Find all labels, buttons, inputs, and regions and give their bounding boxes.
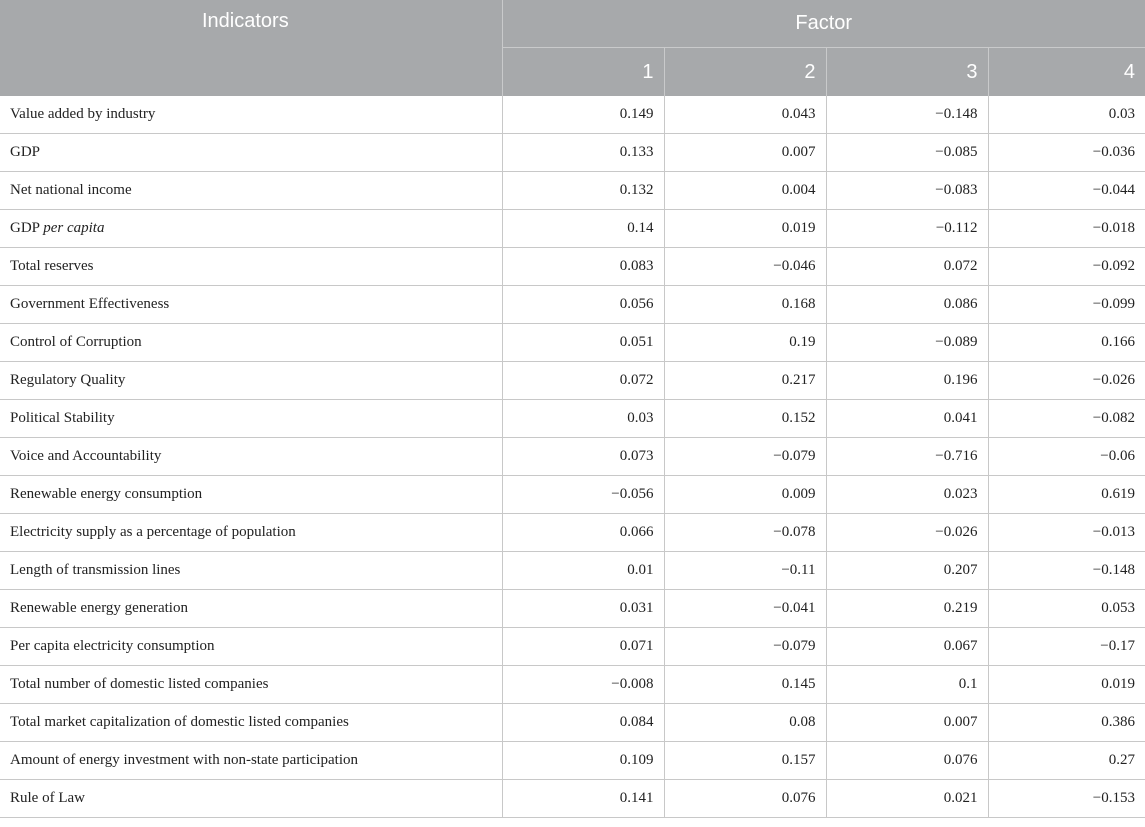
table-row <box>0 96 1145 134</box>
table-row <box>0 780 1145 818</box>
indicator-name: Government Effectiveness <box>10 296 170 312</box>
factor-2-value: 0.217 <box>664 362 826 400</box>
indicator-label <box>0 324 502 362</box>
factor-1-value: 0.149 <box>502 96 664 134</box>
table-body <box>0 96 1145 818</box>
factor-1-value: 0.051 <box>502 324 664 362</box>
factor-1-value: 0.14 <box>502 210 664 248</box>
factor-3-header: 3 <box>826 48 988 97</box>
factor-3-value: −0.083 <box>826 172 988 210</box>
factor-4-value: 0.619 <box>988 476 1145 514</box>
indicator-label <box>0 438 502 476</box>
factor-1-value: 0.031 <box>502 590 664 628</box>
factor-1-header: 1 <box>502 48 664 97</box>
indicator-label <box>0 400 502 438</box>
factor-1-value: 0.133 <box>502 134 664 172</box>
indicator-name: Electricity supply as a percentage of population <box>10 524 296 540</box>
factor-3-value: −0.148 <box>826 96 988 134</box>
factor-2-value: −0.079 <box>664 628 826 666</box>
factor-4-value: −0.17 <box>988 628 1145 666</box>
factor-3-value: 0.1 <box>826 666 988 704</box>
factor-1-value: 0.01 <box>502 552 664 590</box>
factor-3-value: 0.219 <box>826 590 988 628</box>
table-row <box>0 742 1145 780</box>
table-row <box>0 666 1145 704</box>
factor-2-value: 0.019 <box>664 210 826 248</box>
factor-4-value: 0.03 <box>988 96 1145 134</box>
factor-2-value: 0.157 <box>664 742 826 780</box>
indicator-label <box>0 704 502 742</box>
factor-3-value: 0.021 <box>826 780 988 818</box>
indicators-header: Indicators <box>0 0 502 96</box>
indicator-label <box>0 628 502 666</box>
indicator-label <box>0 666 502 704</box>
indicator-name: GDP <box>10 220 40 236</box>
indicator-label <box>0 742 502 780</box>
indicator-name: Total reserves <box>10 258 94 274</box>
table-row <box>0 590 1145 628</box>
factor-1-value: 0.072 <box>502 362 664 400</box>
factor-2-value: 0.145 <box>664 666 826 704</box>
factor-3-value: 0.041 <box>826 400 988 438</box>
factor-4-value: 0.019 <box>988 666 1145 704</box>
factor-2-value: 0.19 <box>664 324 826 362</box>
factor-2-value: −0.046 <box>664 248 826 286</box>
indicator-name: Rule of Law <box>10 790 85 806</box>
table-row <box>0 514 1145 552</box>
indicator-name: Control of Corruption <box>10 334 142 350</box>
indicator-name: Net national income <box>10 182 132 198</box>
factor-header: Factor <box>502 0 1145 48</box>
table-row <box>0 210 1145 248</box>
factor-4-value: 0.053 <box>988 590 1145 628</box>
factor-4-value: −0.06 <box>988 438 1145 476</box>
factor-1-value: 0.083 <box>502 248 664 286</box>
factor-4-value: −0.153 <box>988 780 1145 818</box>
factor-1-value: 0.071 <box>502 628 664 666</box>
indicator-name: Length of transmission lines <box>10 562 181 578</box>
factor-4-value: −0.044 <box>988 172 1145 210</box>
factor-1-value: 0.03 <box>502 400 664 438</box>
factor-1-value: 0.109 <box>502 742 664 780</box>
factor-3-value: 0.207 <box>826 552 988 590</box>
indicator-label <box>0 780 502 818</box>
factor-2-value: 0.009 <box>664 476 826 514</box>
factor-4-value: −0.092 <box>988 248 1145 286</box>
factor-2-value: −0.078 <box>664 514 826 552</box>
indicator-name: Political Stability <box>10 410 115 426</box>
factor-2-value: 0.043 <box>664 96 826 134</box>
indicator-name-italic: per capita <box>43 220 105 236</box>
indicator-label <box>0 96 502 134</box>
factor-2-value: −0.079 <box>664 438 826 476</box>
factor-2-value: 0.168 <box>664 286 826 324</box>
indicator-label <box>0 590 502 628</box>
factor-3-value: −0.026 <box>826 514 988 552</box>
factor-4-value: −0.036 <box>988 134 1145 172</box>
factor-3-value: −0.716 <box>826 438 988 476</box>
table-row <box>0 704 1145 742</box>
indicator-name: Amount of energy investment with non-state participation <box>10 752 358 768</box>
table-row <box>0 476 1145 514</box>
indicator-label <box>0 210 502 248</box>
indicator-label <box>0 552 502 590</box>
table-row <box>0 172 1145 210</box>
factor-1-value: 0.132 <box>502 172 664 210</box>
factor-2-value: 0.076 <box>664 780 826 818</box>
indicator-label <box>0 514 502 552</box>
factor-3-value: 0.023 <box>826 476 988 514</box>
table-row <box>0 628 1145 666</box>
factor-2-value: 0.004 <box>664 172 826 210</box>
factor-1-value: 0.073 <box>502 438 664 476</box>
table-row <box>0 400 1145 438</box>
table-header <box>0 0 1145 96</box>
factor-3-value: −0.112 <box>826 210 988 248</box>
factor-2-value: −0.11 <box>664 552 826 590</box>
factor-2-value: 0.007 <box>664 134 826 172</box>
factor-3-value: 0.196 <box>826 362 988 400</box>
indicator-name: Value added by industry <box>10 106 156 122</box>
factor-1-value: −0.056 <box>502 476 664 514</box>
factor-3-value: −0.085 <box>826 134 988 172</box>
indicator-label <box>0 476 502 514</box>
indicator-name: Renewable energy consumption <box>10 486 203 502</box>
indicator-label <box>0 362 502 400</box>
factor-2-value: 0.152 <box>664 400 826 438</box>
factor-4-value: 0.166 <box>988 324 1145 362</box>
table-row <box>0 438 1145 476</box>
table-row <box>0 362 1145 400</box>
factor-1-value: 0.084 <box>502 704 664 742</box>
indicator-name: Per capita electricity consumption <box>10 638 215 654</box>
factor-1-value: 0.056 <box>502 286 664 324</box>
table-row <box>0 286 1145 324</box>
factor-1-value: 0.141 <box>502 780 664 818</box>
table-row <box>0 134 1145 172</box>
factor-3-value: 0.086 <box>826 286 988 324</box>
factor-4-value: −0.082 <box>988 400 1145 438</box>
indicator-name: GDP <box>10 144 41 160</box>
factor-3-value: 0.072 <box>826 248 988 286</box>
factor-3-value: −0.089 <box>826 324 988 362</box>
factor-3-value: 0.076 <box>826 742 988 780</box>
indicator-name: Voice and Accountability <box>10 448 162 464</box>
table-row <box>0 324 1145 362</box>
factor-1-value: 0.066 <box>502 514 664 552</box>
factor-1-value: −0.008 <box>502 666 664 704</box>
factor-2-header: 2 <box>664 48 826 97</box>
factor-4-value: −0.026 <box>988 362 1145 400</box>
factor-4-value: 0.27 <box>988 742 1145 780</box>
factor-2-value: 0.08 <box>664 704 826 742</box>
factor-4-value: −0.148 <box>988 552 1145 590</box>
factor-2-value: −0.041 <box>664 590 826 628</box>
factor-4-header: 4 <box>988 48 1145 97</box>
factor-4-value: 0.386 <box>988 704 1145 742</box>
indicator-name: Total market capitalization of domestic listed companies <box>10 714 349 730</box>
factor-4-value: −0.099 <box>988 286 1145 324</box>
table-row <box>0 552 1145 590</box>
indicator-name: Renewable energy generation <box>10 600 188 616</box>
factor-3-value: 0.067 <box>826 628 988 666</box>
indicator-label <box>0 172 502 210</box>
table-row <box>0 248 1145 286</box>
factor-4-value: −0.013 <box>988 514 1145 552</box>
indicator-name: Total number of domestic listed companies <box>10 676 269 692</box>
indicator-name: Regulatory Quality <box>10 372 126 388</box>
factor-4-value: −0.018 <box>988 210 1145 248</box>
indicator-label <box>0 248 502 286</box>
indicator-label <box>0 134 502 172</box>
factor-3-value: 0.007 <box>826 704 988 742</box>
indicator-label <box>0 286 502 324</box>
